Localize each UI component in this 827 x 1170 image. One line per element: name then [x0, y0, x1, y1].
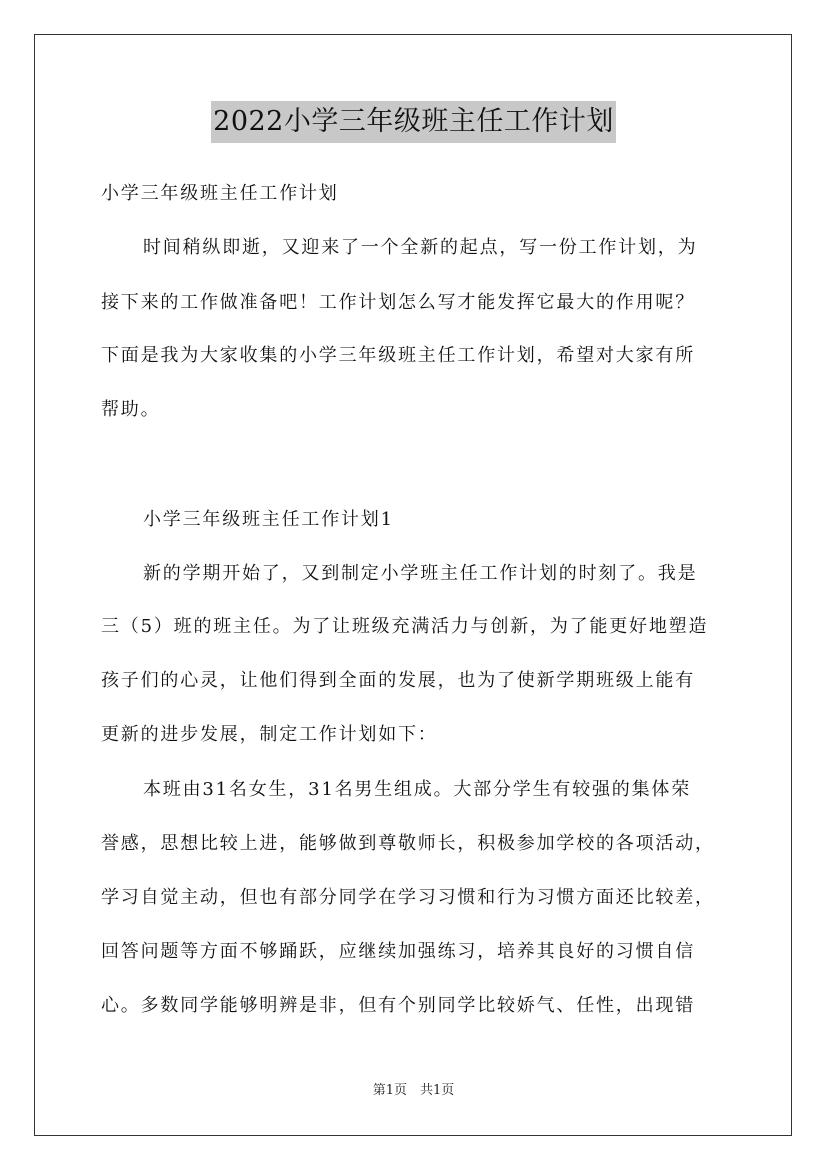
paragraph-line: 学习自觉主动，但也有部分同学在学习习惯和行为习惯方面还比较差， — [101, 887, 715, 908]
intro-line: 时间稍纵即逝，又迎来了一个全新的起点，写一份工作计划，为 — [143, 237, 698, 258]
page-footer: 第1页 共1页 — [372, 1083, 455, 1098]
paragraph-line: 孩子们的心灵，让他们得到全面的发展，也为了使新学期班级上能有 — [101, 670, 695, 691]
paragraph-line: 心。多数同学能够明辨是非，但有个别同学比较娇气、任性，出现错 — [101, 995, 695, 1016]
paragraph-line: 誉感，思想比较上进，能够做到尊敬师长，积极参加学校的各项活动， — [101, 833, 715, 854]
document-title: 2022小学三年级班主任工作计划 — [211, 101, 616, 143]
paragraph-line: 更新的进步发展，制定工作计划如下： — [101, 724, 438, 745]
section-heading: 小学三年级班主任工作计划1 — [143, 509, 394, 530]
paragraph-line: 新的学期开始了，又到制定小学班主任工作计划的时刻了。我是 — [143, 563, 698, 584]
paragraph-line: 回答问题等方面不够踊跃，应继续加强练习，培养其良好的习惯自信 — [101, 941, 695, 962]
paragraph-line: 本班由31名女生，31名男生组成。大部分学生有较强的集体荣 — [143, 779, 692, 800]
intro-line: 接下来的工作做准备吧！工作计划怎么写才能发挥它最大的作用呢？ — [101, 292, 695, 313]
subtitle: 小学三年级班主任工作计划 — [101, 183, 339, 204]
intro-line: 下面是我为大家收集的小学三年级班主任工作计划，希望对大家有所 — [101, 345, 695, 366]
intro-line: 帮助。 — [101, 399, 161, 420]
title-container — [0, 101, 827, 143]
paragraph-line: 三（5）班的班主任。为了让班级充满活力与创新，为了能更好地塑造 — [101, 616, 709, 637]
